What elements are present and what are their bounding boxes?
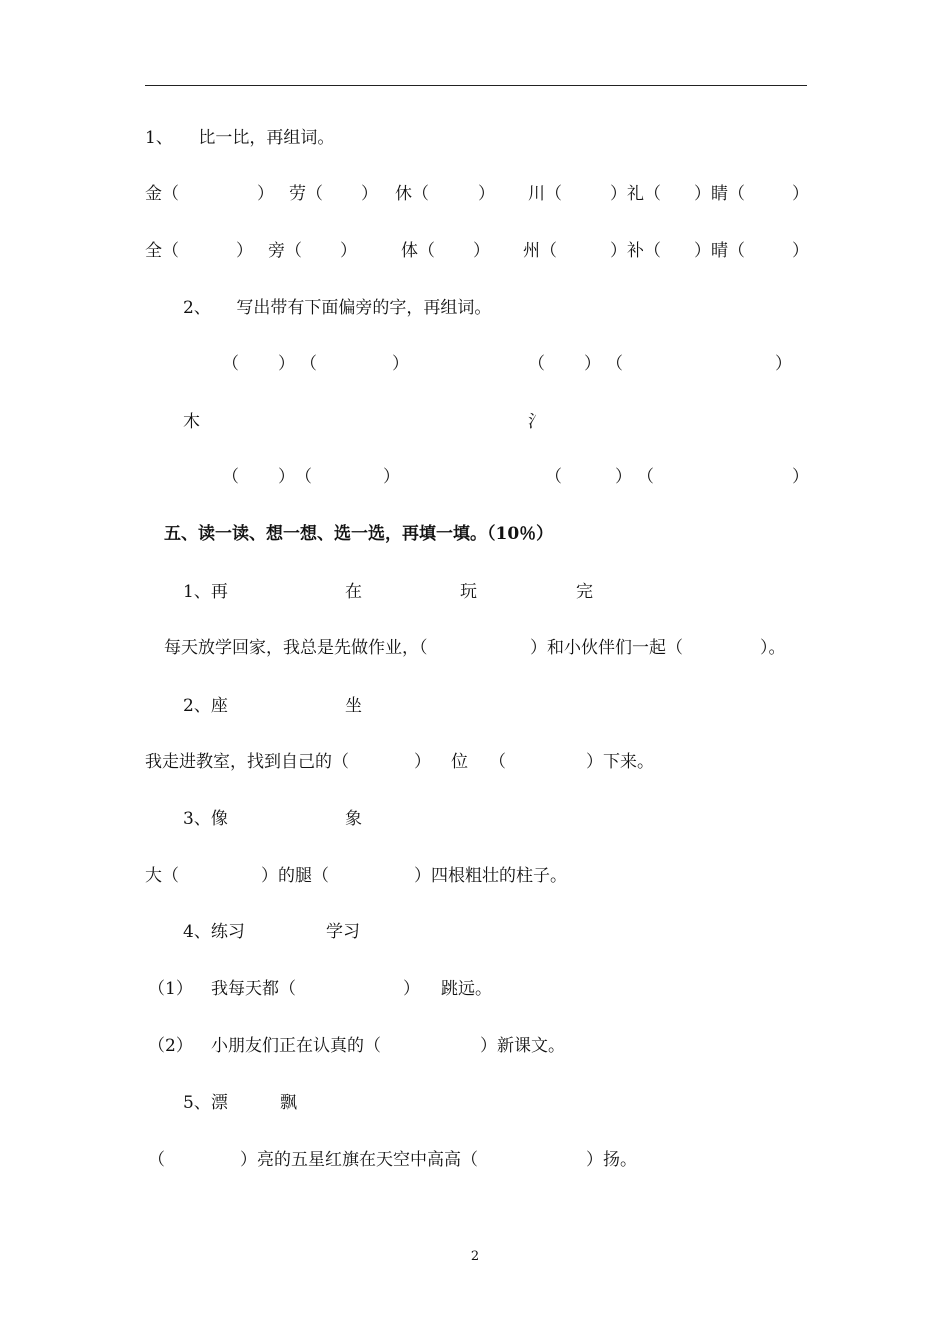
item1-word: 完 (576, 582, 593, 602)
page-number: 2 (470, 1249, 480, 1264)
item3-label: 3、像 (183, 809, 228, 829)
item1-word: 在 (345, 582, 362, 602)
q2-title: 2、 写出带有下面偏旁的字，再组词。 (183, 298, 492, 318)
item4-word: 学习 (326, 922, 360, 942)
section5-heading: 五、读一读、想一想、选一选，再填一填。（10％） (164, 524, 554, 544)
header-rule (145, 85, 807, 86)
item1-label: 1、再 (183, 582, 228, 602)
q1-title: 1、 比一比，再组词。 (145, 128, 335, 148)
radical-water: 氵 (528, 412, 545, 432)
item2-label: 2、座 (183, 696, 228, 716)
radical-wood: 木 (183, 412, 200, 432)
item4-label: 4、练习 (183, 922, 245, 942)
item5-label: 5、漂 (183, 1093, 228, 1113)
item2-word: 坐 (345, 696, 362, 716)
item1-word: 玩 (460, 582, 477, 602)
item3-word: 象 (345, 809, 362, 829)
item5-word: 飘 (280, 1093, 297, 1113)
